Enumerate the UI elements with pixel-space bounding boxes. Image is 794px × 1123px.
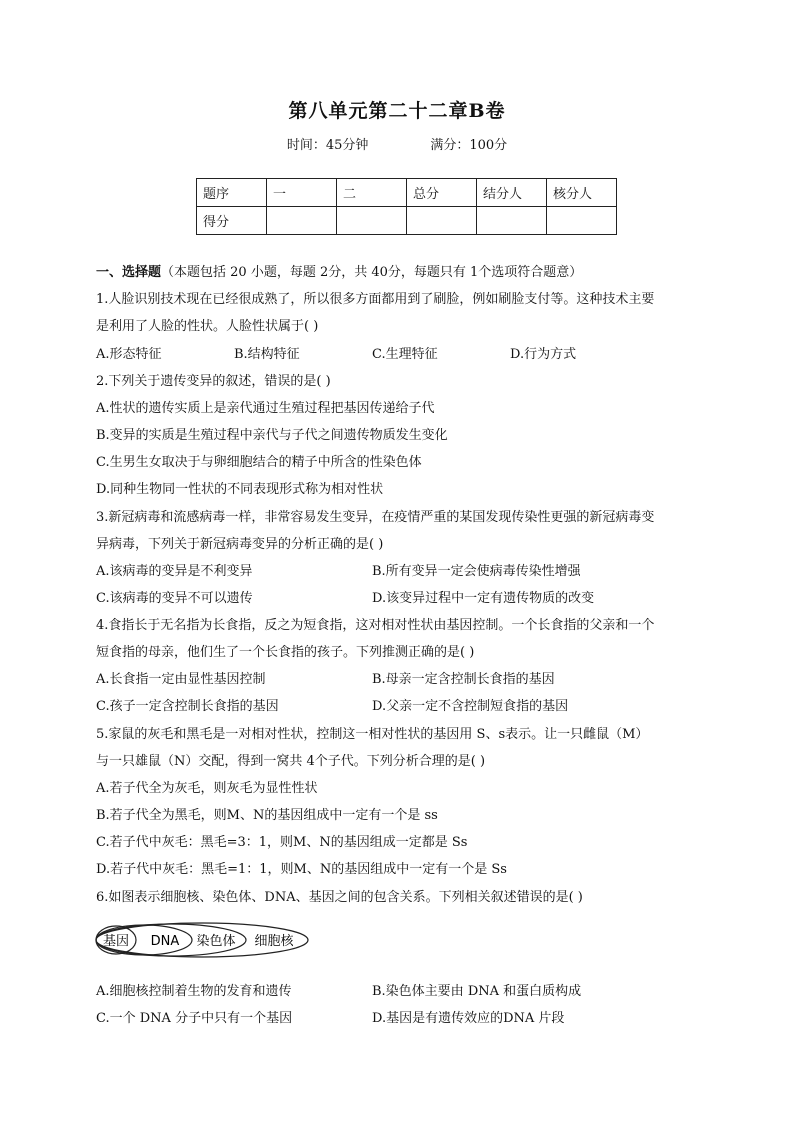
option-d: D.若子代中灰毛：黑毛=1：1，则M、N的基因组成中一定有一个是 Ss [96,862,507,877]
option-a: A.若子代全为灰毛，则灰毛为显性性状 [96,781,318,796]
option-c: C.孩子一定含控制长食指的基因 [96,699,279,714]
score-entry-cell[interactable] [337,207,407,235]
option-b: B.结构特征 [234,347,300,362]
option-a: A.形态特征 [96,347,162,362]
option-a: A.细胞核控制着生物的发育和遗传 [96,984,292,999]
table-row [197,207,617,235]
option-d: D.该变异过程中一定有遗传物质的改变 [372,591,595,606]
score-entry-cell[interactable] [547,207,617,235]
score-entry-cell[interactable] [267,207,337,235]
diagram-label-dna: DNA [150,934,180,949]
table-cell: 总分 [407,179,477,207]
score-table [196,178,617,235]
option-a: A.该病毒的变异是不利变异 [96,564,253,579]
option-d: D.基因是有遗传效应的DNA 片段 [372,1011,565,1026]
option-c: C.生理特征 [372,347,438,362]
diagram-label-nucleus: 细胞核 [254,934,294,949]
option-d: D.行为方式 [510,347,577,362]
table-cell: 一 [267,179,337,207]
nested-ellipse-diagram [94,921,310,959]
table-cell: 核分人 [547,179,617,207]
question-5-stem-cont: 与一只雄鼠（N）交配，得到一窝共 4个子代。下列分析合理的是( ) [96,754,486,769]
question-3-stem: 3.新冠病毒和流感病毒一样，非常容易发生变异，在疫情严重的某国发现传染性更强的新冠病毒变 [96,510,655,525]
option-c: C.生男生女取决于与卵细胞结合的精子中所含的性染色体 [96,455,422,470]
question-1-stem: 1.人脸识别技术现在已经很成熟了，所以很多方面都用到了刷脸，例如刷脸支付等。这种技术主要 [96,292,655,307]
question-4-stem-cont: 短食指的母亲，他们生了一个长食指的孩子。下列推测正确的是( ) [96,645,475,660]
exam-time: 时间：45分钟 [286,138,369,153]
option-b: B.所有变异一定会使病毒传染性增强 [372,564,581,579]
option-a: A.长食指一定由显性基因控制 [96,672,266,687]
score-entry-cell[interactable] [477,207,547,235]
option-a: A.性状的遗传实质上是亲代通过生殖过程把基因传递给子代 [96,401,435,416]
option-b: B.若子代全为黑毛，则M、N的基因组成中一定有一个是 ss [96,808,438,823]
table-cell: 二 [337,179,407,207]
table-cell: 得分 [197,207,267,235]
table-cell: 结分人 [477,179,547,207]
question-6-stem: 6.如图表示细胞核、染色体、DNA、基因之间的包含关系。下列相关叙述错误的是( ) [96,890,583,905]
question-1-stem-cont: 是利用了人脸的性状。人脸性状属于( ) [96,319,319,334]
diagram-label-chromosome: 染色体 [196,934,236,949]
table-cell: 题序 [197,179,267,207]
option-c: C.一个 DNA 分子中只有一个基因 [96,1011,293,1026]
option-d: D.父亲一定不含控制短食指的基因 [372,699,569,714]
score-entry-cell[interactable] [407,207,477,235]
option-b: B.母亲一定含控制长食指的基因 [372,672,555,687]
section-heading [96,261,582,280]
option-b: B.变异的实质是生殖过程中亲代与子代之间遗传物质发生变化 [96,428,448,443]
option-d: D.同种生物同一性状的不同表现形式称为相对性状 [96,482,384,497]
question-3-stem-cont: 异病毒，下列关于新冠病毒变异的分析正确的是( ) [96,537,384,552]
exam-full-score: 满分：100分 [430,138,508,153]
diagram-label-gene: 基因 [102,934,130,949]
table-row [197,179,617,207]
exam-info [0,134,794,153]
question-2-stem: 2.下列关于遗传变异的叙述，错误的是( ) [96,374,331,389]
option-c: C.该病毒的变异不可以遗传 [96,591,253,606]
option-b: B.染色体主要由 DNA 和蛋白质构成 [372,984,582,999]
question-4-stem: 4.食指长于无名指为长食指，反之为短食指，这对相对性状由基因控制。一个长食指的父亲和一个 [96,618,655,633]
page-title: 第八单元第二十二章B卷 [288,100,506,122]
question-5-stem: 5.家鼠的灰毛和黑毛是一对相对性状，控制这一相对性状的基因用 S、s表示。让一只雌鼠（M） [96,727,649,742]
section-description: （本题包括 20 小题，每题 2分，共 40分，每题只有 1个选项符合题意） [161,265,583,280]
option-c: C.若子代中灰毛：黑毛=3：1，则M、N的基因组成一定都是 Ss [96,835,468,850]
section-label: 一、选择题 [96,265,162,280]
